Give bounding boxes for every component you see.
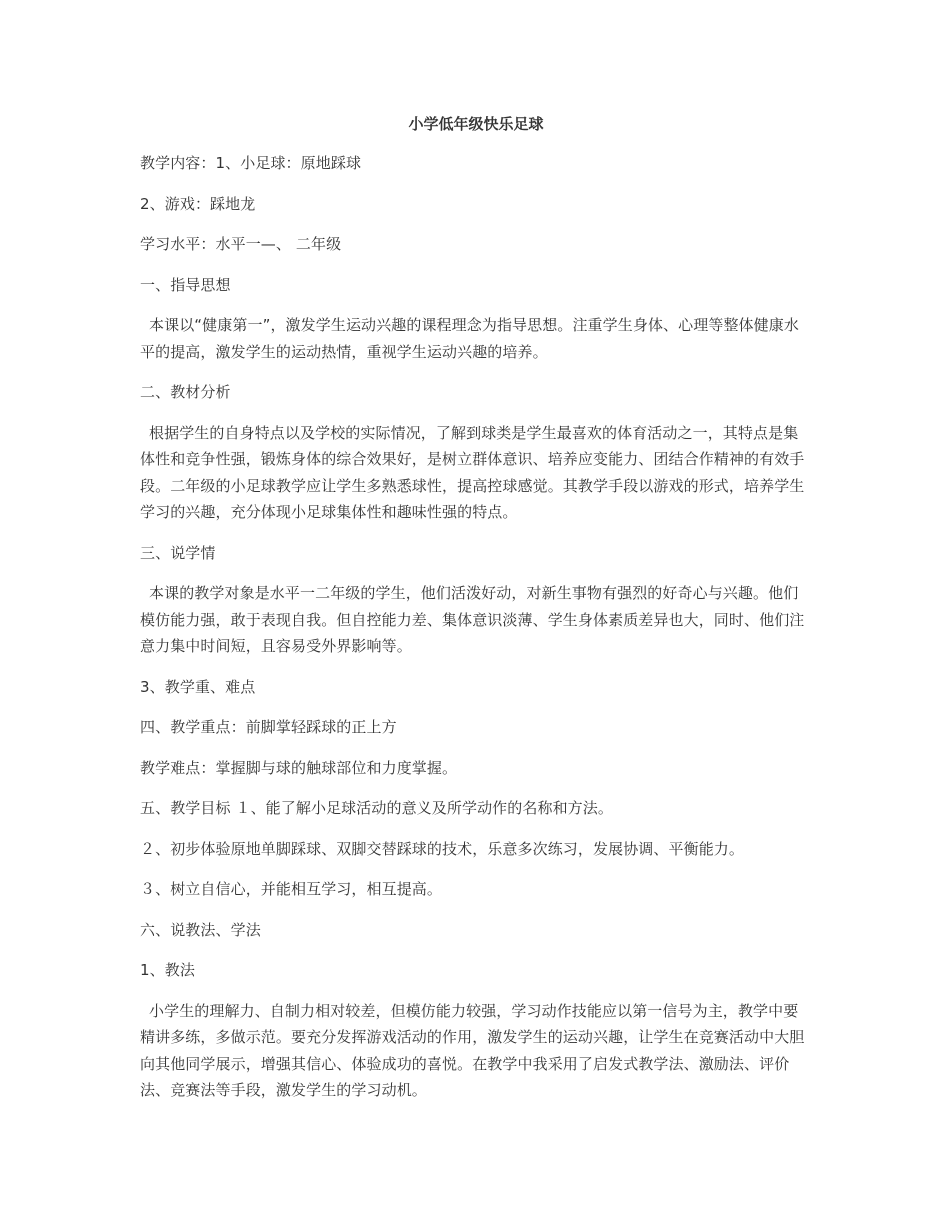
section-heading-guiding-thought: 一、指导思想 — [140, 275, 231, 294]
subheading-teaching-method: 1、教法 — [140, 961, 195, 979]
teaching-goal-1: 五、教学目标 １、能了解小足球活动的意义及所学动作的名称和方法。 — [140, 799, 613, 817]
teaching-content: 教学内容：1、小足球：原地踩球 — [140, 154, 362, 172]
document-page — [140, 111, 812, 1118]
game-line: 2、游戏：踩地龙 — [140, 194, 256, 213]
material-analysis-text: 根据学生的自身特点以及学校的实际情况，了解到球类是学生最喜欢的体育活动之一，其特点是集体性和竞争性强，锻炼身体的综合效果好，是树立群体意识、培养应变能力、团结合作精神的有效手段。二年级的小足球教学应让学生多熟悉球性，提高控球感觉。其教学手段以游戏的形式，培养学生学习的兴趣，充分体现小足球集体性和趣味性强的特点。 — [140, 423, 805, 521]
teaching-difficulty: 教学难点：掌握脚与球的触球部位和力度掌握。 — [140, 758, 458, 777]
teaching-goal-3: ３、树立自信心，并能相互学习，相互提高。 — [140, 880, 443, 898]
teaching-goal-2: ２、初步体验原地单脚踩球、双脚交替踩球的技术，乐意多次练习，发展协调、平衡能力。 — [140, 839, 745, 858]
section-heading-student-situation: 三、说学情 — [140, 543, 216, 562]
document-title: 小学低年级快乐足球 — [408, 115, 544, 133]
guiding-thought-text: 本课以“健康第一”，激发学生运动兴趣的课程理念为指导思想。注重学生身体、心理等整体健康水平的提高，激发学生的运动热情，重视学生运动兴趣的培养。 — [140, 316, 799, 361]
learning-level: 学习水平：水平一—、 二年级 — [140, 235, 342, 253]
teaching-focus: 四、教学重点：前脚掌轻踩球的正上方 — [140, 718, 397, 736]
section-heading-methods: 六、说教法、学法 — [140, 920, 261, 939]
teaching-method-text: 小学生的理解力、自制力相对较差，但模仿能力较强，学习动作技能应以第一信号为主，教学中要精讲多练，多做示范。要充分发挥游戏活动的作用，激发学生的运动兴趣，让学生在竞赛活动中大胆向其他同学展示，增强其信心、体验成功的喜悦。在教学中我采用了启发式教学法、激励法、评价法、竞赛法等手段，激发学生的学习动机。 — [140, 1001, 805, 1099]
section-heading-material-analysis: 二、教材分析 — [140, 383, 231, 401]
section-heading-key-points: 3、教学重、难点 — [140, 677, 256, 696]
student-situation-text: 本课的教学对象是水平一二年级的学生，他们活泼好动，对新生事物有强烈的好奇心与兴趣。他们模仿能力强，敢于表现自我。但自控能力差、集体意识淡薄、学生身体素质差异也大，同时、他们注意力集中时间短，且容易受外界影响等。 — [140, 584, 805, 655]
